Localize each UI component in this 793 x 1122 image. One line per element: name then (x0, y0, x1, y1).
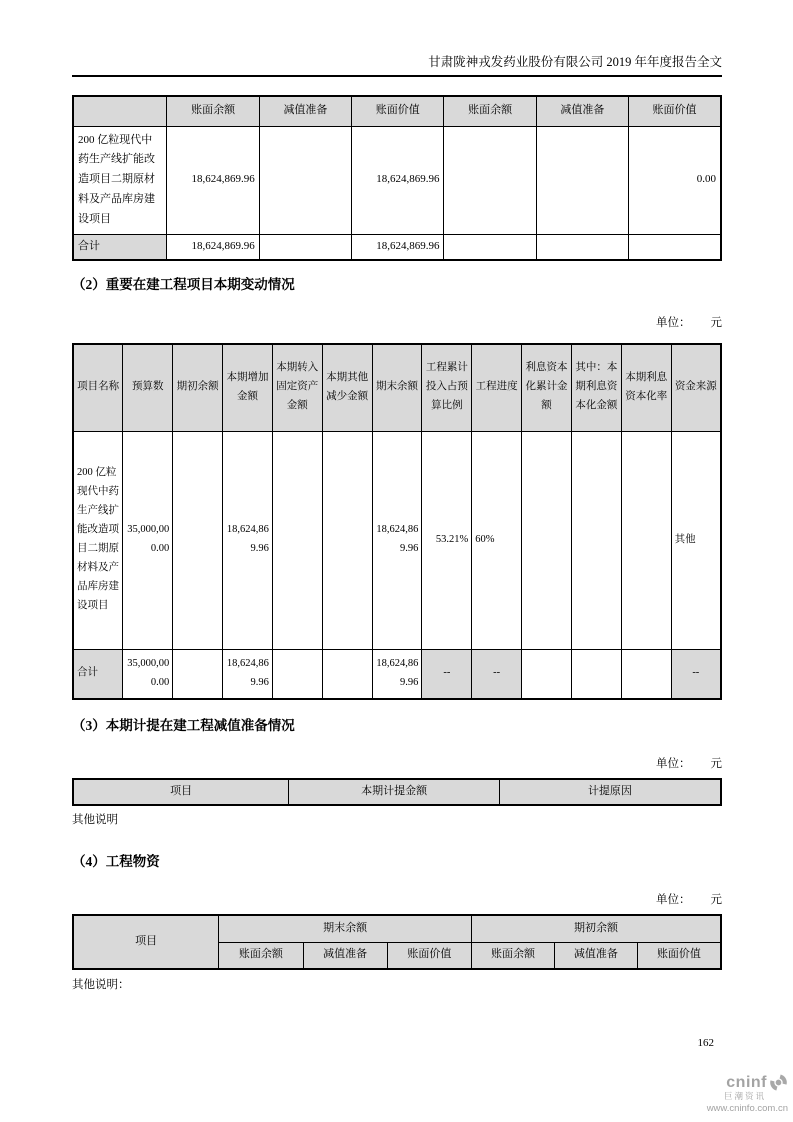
data-cell (621, 431, 671, 649)
data-cell (259, 126, 351, 234)
header-cell: 账面价值 (387, 942, 471, 969)
data-cell (629, 234, 721, 260)
data-cell: 18,624,869.96 (372, 431, 422, 649)
data-cell (444, 234, 536, 260)
section-3-title: （3）本期计提在建工程减值准备情况 (72, 718, 295, 733)
header-cell: 预算数 (123, 344, 173, 431)
header-cell: 项目名称 (73, 344, 123, 431)
header-group-cell: 期末余额 (219, 915, 472, 942)
cninfo-brand-text: cninf (726, 1073, 767, 1091)
data-cell (259, 234, 351, 260)
header-cell: 账面价值 (629, 96, 721, 126)
header-cell: 本期增加金额 (223, 344, 273, 431)
header-cell: 账面余额 (219, 942, 303, 969)
project-name-cell: 200 亿粒现代中药生产线扩能改造项目二期原材料及产品库房建设项目 (73, 126, 167, 234)
data-cell (536, 126, 628, 234)
data-cell: -- (671, 649, 721, 699)
data-cell (444, 126, 536, 234)
data-cell (571, 649, 621, 699)
data-cell (522, 649, 572, 699)
data-cell (522, 431, 572, 649)
data-cell: 60% (472, 431, 522, 649)
data-cell: 18,624,869.96 (167, 234, 259, 260)
data-cell: 18,624,869.96 (352, 126, 444, 234)
report-header-title: 甘肃陇神戎发药业股份有限公司 2019 年年度报告全文 (72, 0, 722, 77)
header-cell: 账面余额 (472, 942, 555, 969)
other-note: 其他说明： (72, 979, 130, 991)
unit-value: 元 (710, 758, 722, 770)
header-cell: 计提原因 (499, 779, 721, 805)
data-cell (272, 649, 322, 699)
table-row-total (73, 649, 721, 699)
table-header-row (73, 344, 721, 431)
header-cell: 减值准备 (536, 96, 628, 126)
data-cell (621, 649, 671, 699)
table-header-row (73, 915, 721, 942)
header-cell: 工程累计投入占预算比例 (422, 344, 472, 431)
header-cell: 账面价值 (637, 942, 721, 969)
header-cell: 减值准备 (303, 942, 387, 969)
data-cell (322, 431, 372, 649)
unit-value: 元 (710, 317, 722, 329)
data-cell: 53.21% (422, 431, 472, 649)
table-row-total (73, 234, 721, 260)
total-label-cell: 合计 (73, 234, 167, 260)
data-cell: 18,624,869.96 (352, 234, 444, 260)
unit-label: 单位： (656, 894, 691, 906)
cninfo-url: www.cninfo.com.cn (706, 1103, 788, 1114)
header-group-cell: 期初余额 (472, 915, 722, 942)
data-cell: 35,000,000.00 (123, 431, 173, 649)
header-cell: 项目 (73, 779, 289, 805)
data-cell (571, 431, 621, 649)
header-cell: 账面余额 (444, 96, 536, 126)
header-cell: 资金来源 (671, 344, 721, 431)
construction-materials-table (72, 914, 722, 970)
header-cell: 减值准备 (259, 96, 351, 126)
cwip-movement-table (72, 343, 722, 700)
header-cell: 工程进度 (472, 344, 522, 431)
project-name-cell: 200 亿粒现代中药生产线扩能改造项目二期原材料及产品库房建设项目 (73, 431, 123, 649)
data-cell: 35,000,000.00 (123, 649, 173, 699)
header-cell: 本期计提金额 (289, 779, 500, 805)
data-cell: 18,624,869.96 (223, 649, 273, 699)
section-2-title: （2）重要在建工程项目本期变动情况 (72, 277, 295, 292)
data-cell (272, 431, 322, 649)
unit-line (72, 893, 722, 907)
table-header-row (73, 779, 721, 805)
data-cell: -- (422, 649, 472, 699)
unit-line (72, 316, 722, 330)
header-cell: 本期其他减少金额 (322, 344, 372, 431)
header-cell: 期初余额 (173, 344, 223, 431)
header-cell: 利息资本化累计金额 (522, 344, 572, 431)
data-cell (536, 234, 628, 260)
table-row-project (73, 431, 721, 649)
unit-label: 单位： (656, 758, 691, 770)
data-cell (322, 649, 372, 699)
table-row-project (73, 126, 721, 234)
other-note: 其他说明 (72, 814, 118, 826)
data-cell (173, 431, 223, 649)
data-cell: -- (472, 649, 522, 699)
header-cell: 其中：本期利息资本化金额 (571, 344, 621, 431)
data-cell: 0.00 (629, 126, 721, 234)
header-cell: 期末余额 (372, 344, 422, 431)
data-cell: 18,624,869.96 (372, 649, 422, 699)
cwip-balance-table (72, 95, 722, 261)
data-cell (173, 649, 223, 699)
unit-line (72, 757, 722, 771)
total-label-cell: 合计 (73, 649, 123, 699)
section-4-title: （4）工程物资 (72, 854, 160, 869)
header-cell: 项目 (73, 915, 219, 969)
cninfo-chinese-name: 巨潮资讯 (723, 1091, 766, 1101)
cwip-provision-table (72, 778, 722, 806)
header-cell: 本期转入固定资产金额 (272, 344, 322, 431)
header-cell: 减值准备 (554, 942, 637, 969)
data-cell: 其他 (671, 431, 721, 649)
unit-label: 单位： (656, 317, 691, 329)
cninfo-logo (678, 1073, 788, 1114)
data-cell: 18,624,869.96 (223, 431, 273, 649)
data-cell: 18,624,869.96 (167, 126, 259, 234)
header-cell: 本期利息资本化率 (621, 344, 671, 431)
header-cell: 账面余额 (167, 96, 259, 126)
header-cell: 账面价值 (352, 96, 444, 126)
page-number: 162 (697, 1037, 714, 1049)
header-cell (73, 96, 167, 126)
unit-value: 元 (710, 894, 722, 906)
table-header-row (73, 96, 721, 126)
